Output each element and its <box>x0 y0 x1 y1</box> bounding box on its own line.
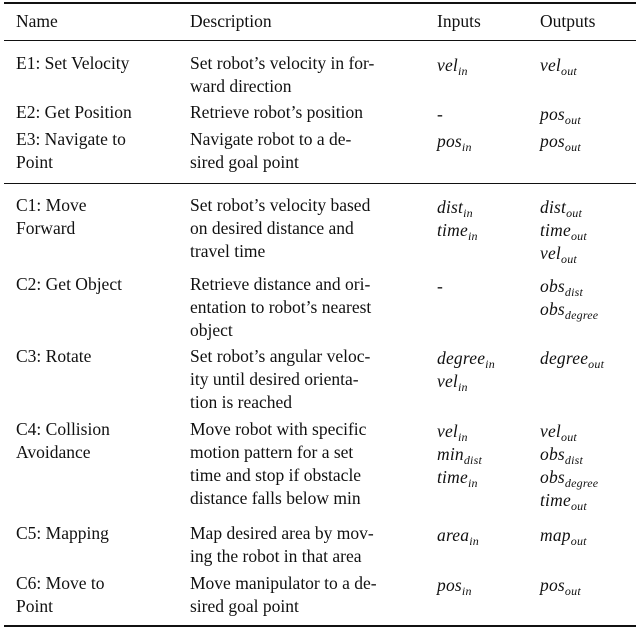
desc-line: Set robot’s velocity in for- <box>190 53 375 73</box>
cell-name <box>16 418 110 464</box>
cell-inputs <box>437 275 443 298</box>
math-base: degree <box>540 348 589 368</box>
header-rule <box>4 40 636 41</box>
name-line: Point <box>16 152 53 172</box>
name-line: E2: Get Position <box>16 102 132 122</box>
name-line: Avoidance <box>16 442 91 462</box>
cell-name <box>16 273 122 296</box>
name-line: Forward <box>16 218 76 238</box>
math-subscript: dist <box>463 453 482 467</box>
math-base: map <box>540 525 571 545</box>
cell-desc <box>190 273 408 342</box>
math-subscript: out <box>564 584 581 598</box>
name-line: Point <box>16 596 53 616</box>
math-subscript: out <box>570 499 587 513</box>
math-base: obs <box>540 276 565 296</box>
cell-inputs <box>437 130 472 153</box>
cell-name <box>16 345 91 368</box>
cell-desc <box>190 194 408 263</box>
math-subscript: in <box>461 584 472 598</box>
math-subscript: out <box>570 534 587 548</box>
cell-desc <box>190 128 408 174</box>
math-subscript: out <box>570 229 587 243</box>
desc-line: tion is reached <box>190 392 293 412</box>
desc-line: sired goal point <box>190 596 299 616</box>
name-line: C1: Move <box>16 195 87 215</box>
math-subscript: out <box>561 64 577 78</box>
math-subscript: in <box>467 229 478 243</box>
math-subscript: in <box>463 206 473 220</box>
math-term <box>540 298 598 321</box>
cell-desc <box>190 345 408 414</box>
name-line: C5: Mapping <box>16 523 109 543</box>
desc-line: entation to robot’s nearest <box>190 297 372 317</box>
math-base: pos <box>540 131 565 151</box>
cell-name <box>16 52 129 75</box>
math-base: pos <box>540 104 565 124</box>
cell-outputs <box>540 103 581 126</box>
math-term <box>437 443 482 466</box>
desc-line: ity until desired orienta- <box>190 369 359 389</box>
desc-line: Set robot’s angular veloc- <box>190 346 371 366</box>
desc-line: Map desired area by mov- <box>190 523 374 543</box>
math-term <box>437 103 443 126</box>
math-term <box>437 466 482 489</box>
math-term <box>437 574 472 597</box>
math-term <box>540 103 581 126</box>
desc-line: time and stop if obstacle <box>190 465 362 485</box>
math-base: time <box>540 220 571 240</box>
cell-name <box>16 194 87 240</box>
cell-outputs <box>540 130 581 153</box>
cell-outputs <box>540 275 598 321</box>
cell-inputs <box>437 347 495 393</box>
math-base: degree <box>437 348 486 368</box>
math-subscript: in <box>467 476 478 490</box>
math-term <box>540 524 587 547</box>
cell-outputs <box>540 196 587 265</box>
bottom-rule <box>4 625 636 627</box>
math-base: obs <box>540 467 565 487</box>
cell-inputs <box>437 196 478 242</box>
cell-desc <box>190 418 408 510</box>
math-base: area <box>437 525 470 545</box>
cell-outputs <box>540 54 577 77</box>
cell-name <box>16 128 126 174</box>
desc-line: ing the robot in that area <box>190 546 362 566</box>
math-term <box>540 347 604 370</box>
cell-outputs <box>540 574 581 597</box>
math-term <box>540 466 598 489</box>
math-base: vel <box>540 243 561 263</box>
section-rule <box>4 183 636 184</box>
math-subscript: dist <box>564 285 584 299</box>
math-base: vel <box>540 55 561 75</box>
math-term <box>437 54 468 77</box>
cell-desc <box>190 572 408 618</box>
cell-name <box>16 572 104 618</box>
math-term <box>540 443 598 466</box>
cell-desc <box>190 101 408 124</box>
math-subscript: in <box>485 357 495 371</box>
math-subscript: in <box>469 534 479 548</box>
math-subscript: in <box>458 430 468 444</box>
header-outputs: Outputs <box>540 11 596 31</box>
math-subscript: degree <box>564 476 599 490</box>
math-term <box>540 54 577 77</box>
name-line: C2: Get Object <box>16 274 122 294</box>
math-base: pos <box>540 575 565 595</box>
math-subscript: out <box>566 206 583 220</box>
math-term <box>437 370 495 393</box>
math-term <box>540 420 598 443</box>
math-term <box>540 574 581 597</box>
name-line: E1: Set Velocity <box>16 53 130 73</box>
desc-line: Move robot with specific <box>190 419 367 439</box>
math-term <box>540 275 598 298</box>
math-base: pos <box>437 575 462 595</box>
desc-line: Retrieve distance and ori- <box>190 274 371 294</box>
math-subscript: out <box>588 357 605 371</box>
math-subscript: in <box>461 140 472 154</box>
math-subscript: dist <box>564 453 584 467</box>
math-base: vel <box>437 371 458 391</box>
cell-desc <box>190 522 408 568</box>
header-description: Description <box>190 11 272 31</box>
cell-name <box>16 522 109 545</box>
math-base: obs <box>540 299 565 319</box>
math-subscript: out <box>561 430 577 444</box>
desc-line: Set robot’s velocity based <box>190 195 371 215</box>
name-line: E3: Navigate to <box>16 129 126 149</box>
desc-line: on desired distance and <box>190 218 354 238</box>
desc-line: distance falls below min <box>190 488 361 508</box>
math-base: time <box>540 490 571 510</box>
math-term <box>540 489 598 512</box>
math-base: vel <box>437 421 458 441</box>
cell-inputs <box>437 524 479 547</box>
name-line: C6: Move to <box>16 573 105 593</box>
math-term <box>437 420 482 443</box>
math-term <box>437 524 479 547</box>
math-term <box>540 242 587 265</box>
desc-line: sired goal point <box>190 152 299 172</box>
math-base: obs <box>540 444 565 464</box>
name-line: C3: Rotate <box>16 346 92 366</box>
math-base: - <box>437 104 443 124</box>
math-subscript: in <box>458 380 468 394</box>
math-subscript: out <box>564 113 581 127</box>
math-term <box>540 219 587 242</box>
math-term <box>437 347 495 370</box>
cell-inputs <box>437 574 472 597</box>
cell-desc <box>190 52 408 98</box>
math-term <box>437 275 443 298</box>
desc-line: Retrieve robot’s position <box>190 102 364 122</box>
math-base: pos <box>437 131 462 151</box>
math-base: time <box>437 467 468 487</box>
cell-name <box>16 101 132 124</box>
math-base: vel <box>437 55 458 75</box>
math-term <box>437 196 478 219</box>
cell-inputs <box>437 420 482 489</box>
desc-line: travel time <box>190 241 266 261</box>
math-subscript: out <box>564 140 581 154</box>
cell-outputs <box>540 524 587 547</box>
math-base: dist <box>540 197 567 217</box>
cell-outputs <box>540 420 598 512</box>
cell-outputs <box>540 347 604 370</box>
math-subscript: in <box>458 64 468 78</box>
math-term <box>540 196 587 219</box>
desc-line: Move manipulator to a de- <box>190 573 377 593</box>
math-term <box>540 130 581 153</box>
desc-line: motion pattern for a set <box>190 442 354 462</box>
header-name: Name <box>16 11 58 31</box>
name-line: C4: Collision <box>16 419 110 439</box>
desc-line: Navigate robot to a de- <box>190 129 352 149</box>
top-rule <box>4 2 636 4</box>
desc-line: ward direction <box>190 76 292 96</box>
math-base: min <box>437 444 464 464</box>
cell-inputs <box>437 54 468 77</box>
math-base: time <box>437 220 468 240</box>
header-inputs: Inputs <box>437 11 481 31</box>
math-base: vel <box>540 421 561 441</box>
desc-line: object <box>190 320 233 340</box>
cell-inputs <box>437 103 443 126</box>
math-term <box>437 130 472 153</box>
math-base: - <box>437 276 443 296</box>
math-subscript: degree <box>564 308 599 322</box>
math-term <box>437 219 478 242</box>
math-base: dist <box>437 197 464 217</box>
math-subscript: out <box>561 252 577 266</box>
